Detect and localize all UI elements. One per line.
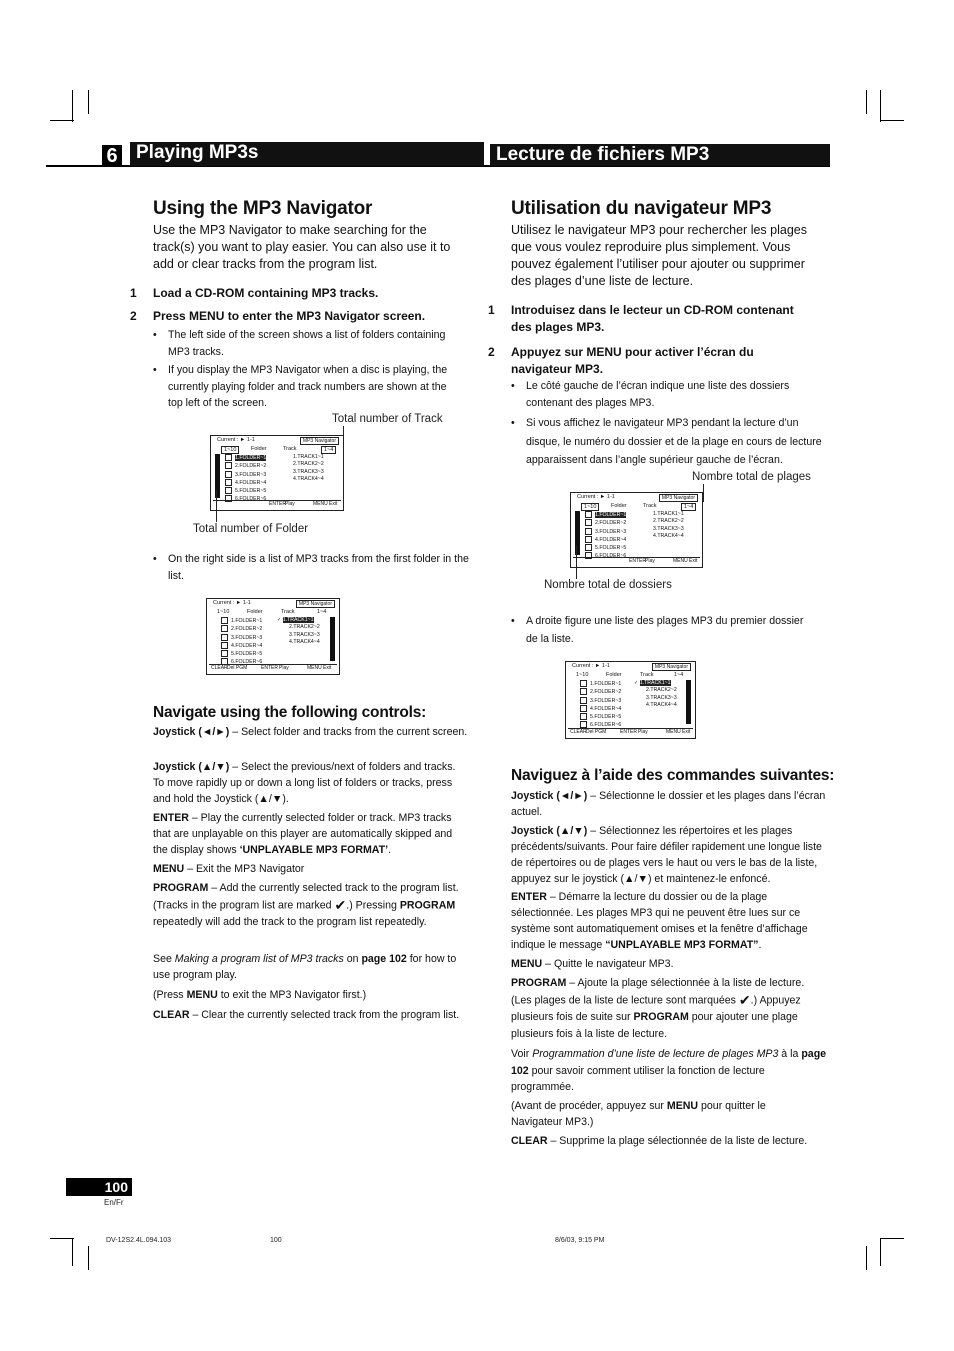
folder-name: 2.FOLDER~2: [235, 463, 267, 470]
crop-mark: [72, 1238, 73, 1266]
chapter-number: 6: [102, 145, 122, 167]
control-desc: – Select folder and tracks from the current screen.: [229, 726, 468, 738]
header-title-en: Playing MP3s: [130, 142, 484, 166]
fr-see-reference: [511, 1046, 827, 1096]
folder-list: [585, 511, 626, 561]
folder-name: 5.FOLDER~5: [231, 651, 263, 657]
folder-name: 2.FOLDER~2: [590, 689, 622, 696]
control-desc: – Sélectionne le dossier et les plages dans l’écran actuel.: [511, 790, 826, 818]
page-number: 100: [66, 1178, 132, 1196]
folder-name: 1.FOLDER~1: [231, 617, 263, 624]
control-key: CLEAR: [153, 1009, 190, 1021]
en-bullet-2: • If you display the MP3 Navigator when a disc is playing, the currently playing folder and track numbers are shown at the top left of the screen.: [153, 362, 463, 412]
punctuation: .: [758, 939, 762, 951]
list-item: [580, 705, 621, 713]
list-item: [580, 697, 621, 705]
crop-mark: [72, 90, 73, 122]
mp3-navigator-screen: [570, 492, 703, 568]
fr-bullet-2: • Si vous affichez le navigateur MP3 pendant la lecture d’un disque, le numéro du dossier et de la plage en cours de lecture apparaissent dans l’angle supérieur gauche de l’écran.: [511, 414, 825, 470]
navigator-title: MP3 Navigator: [300, 437, 339, 445]
list-item: [225, 471, 266, 479]
folder-list: [221, 617, 262, 667]
list-item: [221, 642, 262, 650]
folder-icon: [580, 713, 587, 720]
mp3-navigator-screen: [206, 598, 340, 675]
folder-count: 1~10: [217, 609, 230, 615]
folder-icon: [225, 454, 232, 461]
control-key: MENU: [666, 1100, 699, 1112]
control-desc: repeatedly will add the track to the program list repeatedly.: [153, 916, 427, 929]
folder-icon: [580, 680, 587, 687]
list-item: [221, 625, 262, 633]
fr-control-joystick-lr: [511, 788, 827, 820]
language-code: En/Fr: [104, 1198, 124, 1207]
track-list: [634, 680, 677, 710]
en-control-joystick-lr: [153, 724, 469, 740]
folder-icon: [585, 511, 592, 518]
list-item: 2.TRACK2~2: [293, 461, 324, 468]
step-number: 2: [130, 309, 137, 323]
exit-label: Exit: [689, 558, 698, 564]
track-count: 1~4: [317, 609, 327, 615]
list-item: [277, 617, 320, 624]
fr-label-total-folders: Nombre total de dossiers: [544, 579, 672, 591]
navigator-title: MP3 Navigator: [296, 600, 335, 608]
en-control-menu: [153, 861, 469, 877]
control-key: ENTER: [511, 891, 547, 903]
folder-name: 1.FOLDER~1: [590, 680, 622, 687]
enter-key: ENTER: [620, 729, 637, 735]
program-mark-icon: ✔: [738, 992, 751, 1008]
text: Voir: [511, 1048, 533, 1060]
page-reference: page 102: [361, 953, 407, 965]
folder-name: 3.FOLDER~3: [595, 528, 627, 535]
folder-icon: [580, 697, 587, 704]
check-icon: ✓: [277, 617, 282, 623]
en-control-program: [153, 880, 469, 931]
list-item: [585, 528, 626, 536]
clear-key: CLEAR: [570, 729, 587, 735]
list-item: [225, 479, 266, 487]
play-label: Play: [285, 501, 295, 507]
step-number: 2: [488, 345, 495, 359]
screen-footer: [213, 500, 341, 509]
list-item: 3.TRACK3~3: [646, 694, 677, 701]
play-label: Play: [645, 558, 655, 564]
text: on: [343, 953, 362, 965]
list-item: [634, 680, 677, 687]
fr-control-enter: [511, 889, 827, 953]
mp3-navigator-screen: [565, 661, 696, 739]
en-press-note: [153, 987, 469, 1003]
track-name: 1.TRACK1~1: [639, 680, 671, 686]
text: See: [153, 953, 175, 965]
enter-key: ENTER: [261, 665, 278, 671]
folder-icon: [225, 462, 232, 469]
list-item: 3.TRACK3~3: [289, 631, 320, 638]
text: for how to use program play.: [153, 953, 457, 981]
list-item: 3.TRACK3~3: [293, 468, 324, 475]
folder-name: 4.FOLDER~4: [595, 536, 627, 543]
folder-name: 3.FOLDER~3: [235, 471, 267, 478]
control-key: MENU: [511, 958, 543, 970]
track-list: [653, 511, 684, 541]
fr-nav-heading: Naviguez à l’aide des commandes suivantes:: [511, 767, 835, 784]
menu-key: MENU: [307, 665, 322, 671]
navigator-title: MP3 Navigator: [652, 663, 691, 671]
current-readout: Current : ► 1-1: [572, 663, 610, 669]
check-icon: ✓: [634, 680, 639, 686]
control-key: ENTER: [153, 812, 189, 824]
list-item: [585, 536, 626, 544]
list-item: [585, 511, 626, 519]
crop-mark: [88, 1246, 89, 1270]
scrollbar: [330, 617, 335, 661]
en-intro: Use the MP3 Navigator to make searching for the track(s) you want to play easier. You can also use it to add or clear tracks from the program list.: [153, 223, 451, 271]
folder-name: 6.FOLDER~6: [231, 659, 263, 666]
print-date: 8/6/03, 9:15 PM: [555, 1237, 605, 1244]
list-item: 4.TRACK4~4: [293, 476, 324, 483]
en-control-joystick-ud: [153, 759, 469, 807]
control-desc: – Démarre la lecture du dossier ou de la plage sélectionnée. Les plages MP3 qui ne peuvent être lues sur ce système sont automatiquement omises et la fenêtre d’affichage indique le message: [511, 891, 808, 951]
exit-label: Exit: [329, 501, 338, 507]
control-key: CLEAR: [511, 1135, 548, 1147]
folder-icon: [221, 642, 228, 649]
folder-name: 6.FOLDER~6: [595, 553, 627, 560]
leader-line: [703, 484, 704, 502]
document-code: DV-12S2.4L.094.103: [106, 1237, 171, 1244]
control-key: PROGRAM: [153, 882, 209, 894]
folder-name: 1.FOLDER~1: [595, 511, 627, 518]
folder-count: 1~10: [221, 446, 239, 454]
folder-name: 3.FOLDER~3: [231, 634, 263, 641]
folder-icon: [221, 617, 228, 624]
folder-icon: [225, 487, 232, 494]
track-header: Track: [643, 503, 657, 509]
control-desc: – Sélectionnez les répertoires et les plages précédents/suivants. Pour faire défiler rapidement une longue liste de répertoires ou de plages vers le haut ou vers le bas de la liste, appuyez sur le joystick (▲/▼) et maintenez-le enfoncé.: [511, 825, 822, 885]
crop-mark: [880, 120, 904, 121]
step-text: Appuyez sur MENU pour activer l’écran du navigateur MP3.: [511, 345, 754, 376]
track-header: Track: [640, 672, 654, 678]
control-desc: pour ajouter une plage plusieurs fois à la liste de lecture.: [511, 1011, 798, 1041]
control-desc: – Add the currently selected track to the program list. (Tracks in the program list are marked: [153, 882, 459, 912]
en-label-total-folders: Total number of Folder: [193, 523, 309, 535]
folder-name: 2.FOLDER~2: [595, 520, 627, 527]
folder-header: Folder: [247, 609, 263, 615]
control-desc: – Quitte le navigateur MP3.: [542, 958, 674, 970]
folder-list: [225, 454, 266, 504]
fr-bullet-3: • A droite figure une liste des plages MP3 du premier dossier de la liste.: [511, 612, 811, 648]
crop-mark: [880, 1238, 904, 1239]
list-item: 4.TRACK4~4: [646, 702, 677, 709]
list-item: [580, 680, 621, 688]
control-key: Joystick (◄/►): [153, 726, 230, 738]
en-step-2: [130, 308, 470, 326]
message-text: ‘UNPLAYABLE MP3 FORMAT’: [239, 844, 389, 856]
control-desc: – Clear the currently selected track from the program list.: [189, 1009, 460, 1021]
screen-footer: [568, 728, 693, 737]
page-reference: page 102: [511, 1048, 827, 1077]
list-item: 2.TRACK2~2: [646, 687, 677, 694]
play-label: Play: [638, 729, 648, 735]
en-step-1: [130, 285, 470, 303]
screen-footer: [209, 664, 337, 673]
fr-control-menu: [511, 956, 827, 972]
control-key: MENU: [186, 989, 218, 1001]
en-nav-heading: Navigate using the following controls:: [153, 704, 427, 721]
en-see-reference: [153, 951, 469, 983]
reference-title: Making a program list of MP3 tracks: [174, 953, 344, 965]
del-pgm-label: Del PGM: [227, 665, 248, 671]
control-key: PROGRAM: [633, 1011, 689, 1024]
folder-icon: [585, 528, 592, 535]
folder-icon: [221, 634, 228, 641]
en-control-enter: [153, 810, 469, 858]
del-pgm-label: Del PGM: [586, 729, 607, 735]
folder-name: 3.FOLDER~3: [590, 697, 622, 704]
step-number: 1: [488, 303, 495, 317]
track-list: [277, 617, 320, 647]
control-desc: – Ajoute la plage sélectionnée à la liste de lecture. (Les plages de la liste de lecture sont marquées: [511, 977, 805, 1007]
en-label-total-tracks: Total number of Track: [332, 413, 443, 425]
list-item: 1.TRACK1~1: [653, 511, 684, 517]
track-count: 1~4: [321, 446, 336, 454]
folder-header: Folder: [611, 503, 627, 509]
step-text: Introduisez dans le lecteur un CD-ROM contenant des plages MP3.: [511, 303, 794, 334]
control-key: MENU: [153, 863, 185, 875]
track-header: Track: [281, 609, 295, 615]
en-control-clear: [153, 1007, 473, 1023]
play-label: Play: [279, 665, 289, 671]
folder-icon: [585, 536, 592, 543]
folder-count: 1~10: [581, 503, 599, 511]
folder-list: [580, 680, 621, 730]
folder-name: 5.FOLDER~5: [595, 545, 627, 551]
folder-icon: [225, 471, 232, 478]
text: (Press: [153, 989, 187, 1001]
scrollbar: [686, 680, 691, 724]
fr-bullet-1: • Le côté gauche de l’écran indique une liste des dossiers contenant des plages MP3.: [511, 378, 811, 411]
crop-mark: [880, 90, 881, 122]
header-title-fr: Lecture de fichiers MP3: [490, 144, 830, 166]
en-bullet-1: • The left side of the screen shows a list of folders containing MP3 tracks.: [153, 327, 463, 360]
folder-icon: [585, 519, 592, 526]
control-key: Joystick (▲/▼): [153, 761, 230, 773]
control-key: PROGRAM: [399, 899, 456, 912]
leader-line: [216, 490, 217, 522]
folder-name: 4.FOLDER~4: [231, 642, 263, 649]
folder-header: Folder: [606, 672, 622, 678]
folder-icon: [585, 544, 592, 551]
fr-step-1: [488, 302, 818, 338]
text: (Avant de procéder, appuyez sur: [511, 1100, 667, 1112]
fr-control-program: [511, 975, 827, 1043]
enter-key: ENTER: [269, 501, 286, 507]
control-key: Joystick (▲/▼): [511, 825, 588, 837]
folder-count: 1~10: [576, 672, 589, 678]
fr-control-clear: [511, 1133, 831, 1149]
exit-label: Exit: [682, 729, 691, 735]
crop-mark: [866, 90, 867, 114]
fr-control-joystick-ud: [511, 823, 827, 887]
menu-key: MENU: [673, 558, 688, 564]
step-number: 1: [130, 286, 137, 300]
list-item: [221, 650, 262, 658]
list-item: [225, 487, 266, 495]
track-count: 1~4: [674, 672, 684, 678]
track-count: 1~4: [681, 503, 696, 511]
menu-key: MENU: [313, 501, 328, 507]
reference-title: Programmation d’une liste de lecture de plages MP3: [532, 1048, 779, 1060]
folder-icon: [580, 705, 587, 712]
fr-step-2: [488, 344, 818, 380]
current-readout: Current : ► 1-1: [217, 437, 255, 443]
message-text: “UNPLAYABLE MP3 FORMAT”: [605, 939, 759, 951]
list-item: [221, 634, 262, 642]
list-item: [580, 688, 621, 696]
track-list: [293, 454, 324, 484]
text: to exit the MP3 Navigator first.): [217, 989, 367, 1001]
list-item: [585, 519, 626, 527]
navigator-title: MP3 Navigator: [659, 494, 698, 502]
control-key: Joystick (◄/►): [511, 790, 588, 802]
folder-name: 5.FOLDER~5: [590, 714, 622, 720]
control-desc: – Supprime la plage sélectionnée de la liste de lecture.: [547, 1135, 808, 1147]
control-desc: .) Appuyez plusieurs fois de suite sur: [511, 994, 801, 1024]
track-header: Track: [283, 446, 297, 452]
track-name: 1.TRACK1~1: [282, 617, 314, 623]
control-desc: – Play the currently selected folder or track. MP3 tracks that are unplayable on this player are automatically skipped and the display shows: [153, 812, 453, 856]
folder-name: 2.FOLDER~2: [231, 626, 263, 633]
list-item: [585, 544, 626, 552]
folder-name: 4.FOLDER~4: [590, 705, 622, 712]
text: à la: [778, 1048, 802, 1060]
en-heading: Using the MP3 Navigator: [153, 198, 373, 219]
crop-mark: [866, 1246, 867, 1270]
crop-mark: [50, 1238, 74, 1239]
folder-icon: [221, 650, 228, 657]
control-desc: .) Pressing: [346, 899, 400, 912]
crop-mark: [880, 1238, 881, 1266]
en-bullet-3: • On the right side is a list of MP3 tracks from the first folder in the list.: [153, 551, 471, 584]
list-item: 1.TRACK1~1: [293, 454, 324, 460]
punctuation: .: [388, 844, 392, 856]
step-text: Press MENU to enter the MP3 Navigator screen.: [153, 309, 426, 323]
folder-name: 4.FOLDER~4: [235, 479, 267, 486]
current-readout: Current : ► 1-1: [213, 600, 251, 606]
folder-header: Folder: [251, 446, 267, 452]
current-readout: Current : ► 1-1: [577, 494, 615, 500]
enter-key: ENTER: [629, 558, 646, 564]
text: pour savoir comment utiliser la fonction de lecture programmée.: [511, 1064, 765, 1093]
footer-page-number: 100: [270, 1237, 282, 1244]
fr-heading: Utilisation du navigateur MP3: [511, 198, 772, 219]
fr-label-total-tracks: Nombre total de plages: [692, 471, 811, 483]
list-item: [221, 617, 262, 625]
control-key: PROGRAM: [511, 977, 567, 989]
fr-press-note: [511, 1098, 811, 1130]
fr-intro: Utilisez le navigateur MP3 pour rechercher les plages que vous voulez reproduire plus simplement. Vous pouvez également l’utiliser pour ajouter ou supprimer des plages d’une liste de lecture.: [511, 223, 807, 288]
folder-name: 6.FOLDER~6: [590, 722, 622, 729]
leader-line: [576, 545, 577, 579]
list-item: [580, 713, 621, 721]
list-item: 3.TRACK3~3: [653, 525, 684, 532]
list-item: 2.TRACK2~2: [653, 518, 684, 525]
clear-key: CLEAR: [211, 665, 228, 671]
mp3-navigator-screen: [210, 435, 344, 511]
folder-name: 5.FOLDER~5: [235, 488, 267, 494]
crop-mark: [50, 120, 74, 121]
folder-name: 1.FOLDER~1: [235, 454, 267, 461]
control-desc: – Exit the MP3 Navigator: [184, 863, 305, 875]
control-desc: – Select the previous/next of folders and tracks. To move rapidly up or down a long list of folders or tracks, press and hold the Joystick (▲/▼).: [153, 761, 456, 805]
list-item: 4.TRACK4~4: [289, 639, 320, 646]
menu-key: MENU: [666, 729, 681, 735]
list-item: [225, 462, 266, 470]
list-item: [225, 454, 266, 462]
screen-footer: [573, 557, 700, 566]
text: pour quitter le Navigateur MP3.): [511, 1100, 766, 1128]
folder-icon: [580, 688, 587, 695]
crop-mark: [88, 90, 89, 114]
exit-label: Exit: [323, 665, 332, 671]
folder-icon: [225, 479, 232, 486]
list-item: 4.TRACK4~4: [653, 533, 684, 540]
step-text: Load a CD-ROM containing MP3 tracks.: [153, 286, 379, 300]
folder-name: 6.FOLDER~6: [235, 496, 267, 503]
program-mark-icon: ✔: [334, 897, 347, 913]
list-item: 2.TRACK2~2: [289, 624, 320, 631]
folder-icon: [221, 625, 228, 632]
